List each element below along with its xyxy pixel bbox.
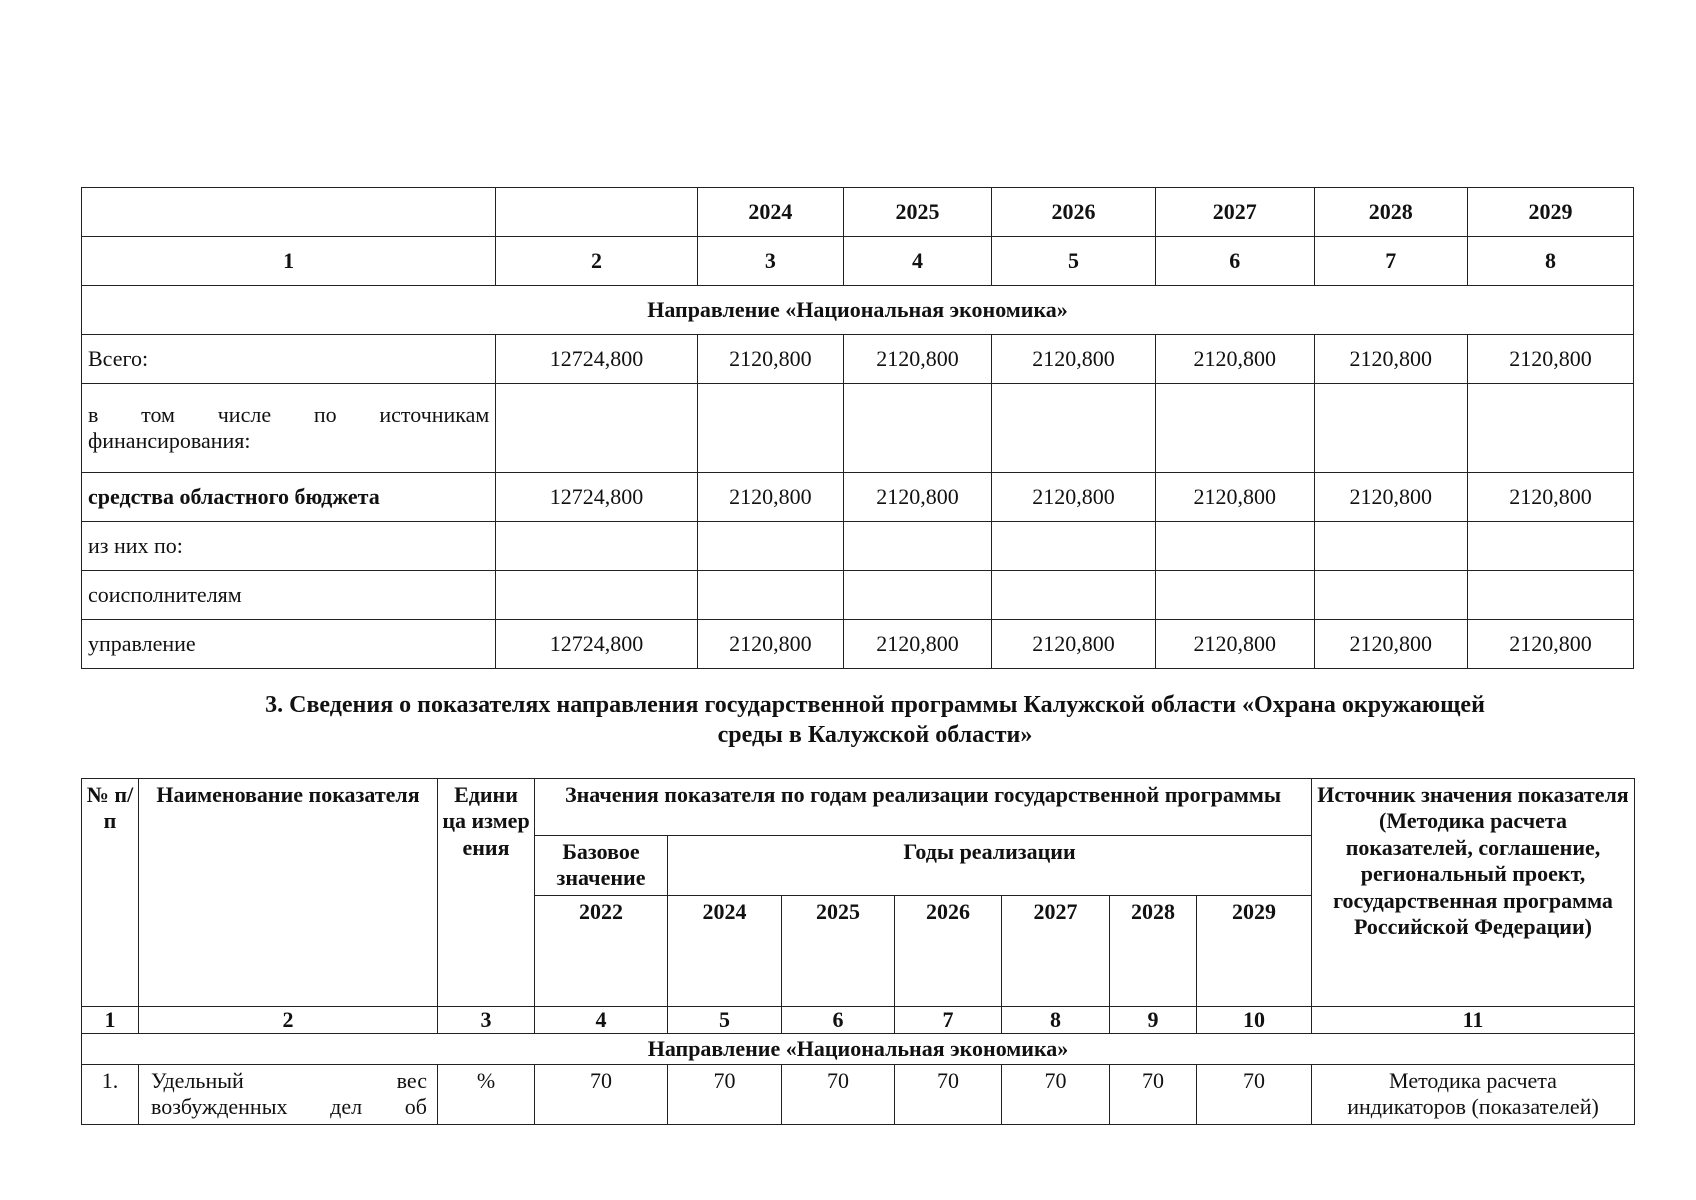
- column-number: 5: [992, 237, 1156, 286]
- value-cell: 2120,800: [843, 335, 991, 384]
- value-cell: [1468, 571, 1634, 620]
- value-cell: 2120,800: [697, 335, 843, 384]
- row-label: управление: [82, 620, 496, 669]
- year-header-cell: 2024: [697, 188, 843, 237]
- table-row: [82, 571, 1634, 620]
- header-values-group: Значения показателя по годам реализации государственной программы: [535, 779, 1312, 836]
- header-indicator-name: Наименование показателя: [139, 779, 438, 1007]
- table-row: [82, 473, 1634, 522]
- value-cell: [697, 571, 843, 620]
- direction-row: [82, 1033, 1635, 1064]
- value-cell: 2120,800: [1468, 620, 1634, 669]
- value-cell: [1314, 384, 1467, 473]
- row-label: средства областного бюджета: [82, 473, 496, 522]
- value-cell: 2120,800: [1155, 620, 1314, 669]
- direction-heading: Направление «Национальная экономика»: [82, 286, 1634, 335]
- value-cell: [1468, 522, 1634, 571]
- column-number: 8: [1002, 1006, 1110, 1033]
- value-cell: 70: [1002, 1064, 1110, 1124]
- row-label: из них по:: [82, 522, 496, 571]
- value-cell: 2120,800: [1468, 335, 1634, 384]
- indicator-name: [139, 1064, 438, 1124]
- column-numbers-row: [82, 237, 1634, 286]
- value-cell: 70: [782, 1064, 895, 1124]
- year-header-cell: 2027: [1155, 188, 1314, 237]
- value-cell: [992, 522, 1156, 571]
- section-title-line: среды в Калужской области»: [717, 722, 1033, 748]
- row-number: 1.: [82, 1064, 139, 1124]
- header-year: 2025: [782, 895, 895, 1006]
- header-base-value: Базовое значение: [535, 836, 668, 896]
- column-number: 1: [82, 237, 496, 286]
- column-number: 8: [1468, 237, 1634, 286]
- value-cell: 2120,800: [992, 473, 1156, 522]
- indicators-table: [81, 778, 1635, 1125]
- row-label: соисполнителям: [82, 571, 496, 620]
- value-cell: 70: [535, 1064, 668, 1124]
- unit-cell: %: [438, 1064, 535, 1124]
- value-cell: 70: [1197, 1064, 1312, 1124]
- value-cell: 70: [668, 1064, 782, 1124]
- column-number: 4: [843, 237, 991, 286]
- column-number: 3: [697, 237, 843, 286]
- source-line: Методика расчета: [1389, 1067, 1557, 1093]
- value-cell: 2120,800: [1314, 473, 1467, 522]
- value-cell: [843, 522, 991, 571]
- header-unit: Едини ца измер ения: [438, 779, 535, 1007]
- years-header-row: [82, 188, 1634, 237]
- value-cell: [1314, 522, 1467, 571]
- section-title: [150, 690, 1600, 750]
- header-year: 2028: [1110, 895, 1197, 1006]
- table-row: [82, 620, 1634, 669]
- column-number: 10: [1197, 1006, 1312, 1033]
- column-number: 3: [438, 1006, 535, 1033]
- empty-header-cell: [82, 188, 496, 237]
- direction-heading: Направление «Национальная экономика»: [82, 1033, 1635, 1064]
- value-cell: 2120,800: [1155, 335, 1314, 384]
- value-cell: [496, 384, 697, 473]
- value-cell: [992, 571, 1156, 620]
- value-cell: [697, 384, 843, 473]
- value-cell: 2120,800: [843, 473, 991, 522]
- value-cell: [1314, 571, 1467, 620]
- value-cell: [496, 571, 697, 620]
- value-cell: 2120,800: [1155, 473, 1314, 522]
- value-cell: 2120,800: [992, 335, 1156, 384]
- financing-table: [81, 187, 1634, 669]
- value-cell: 2120,800: [697, 620, 843, 669]
- column-number: 2: [139, 1006, 438, 1033]
- section-title-line: 3. Сведения о показателях направления государственной программы Калужской области «Охрана окружающей: [265, 692, 1485, 718]
- indicator-name-line: Удельный вес: [151, 1067, 427, 1093]
- value-cell: 2120,800: [992, 620, 1156, 669]
- column-number: 7: [895, 1006, 1002, 1033]
- value-cell: [1155, 571, 1314, 620]
- column-number: 2: [496, 237, 697, 286]
- table-row: [82, 1064, 1635, 1124]
- header-year: 2029: [1197, 895, 1312, 1006]
- column-number: 7: [1314, 237, 1467, 286]
- source-line: индикаторов (показателей): [1347, 1094, 1599, 1120]
- column-number: 5: [668, 1006, 782, 1033]
- year-header-cell: 2025: [843, 188, 991, 237]
- header-source: Источник значения показателя (Методика расчета показателей, соглашение, региональный проект, государственная программа Российской Федерации): [1312, 779, 1635, 1007]
- value-cell: 2120,800: [1314, 335, 1467, 384]
- year-header-cell: 2029: [1468, 188, 1634, 237]
- column-number: 11: [1312, 1006, 1635, 1033]
- header-number: № п/п: [82, 779, 139, 1007]
- value-cell: [843, 571, 991, 620]
- row-label: Всего:: [82, 335, 496, 384]
- value-cell: [843, 384, 991, 473]
- value-cell: 70: [1110, 1064, 1197, 1124]
- value-cell: 12724,800: [496, 473, 697, 522]
- source-cell: [1312, 1064, 1635, 1124]
- value-cell: [1155, 522, 1314, 571]
- header-year: 2026: [895, 895, 1002, 1006]
- header-base-year: 2022: [535, 895, 668, 1006]
- year-header-cell: 2026: [992, 188, 1156, 237]
- column-number: 6: [1155, 237, 1314, 286]
- value-cell: 2120,800: [1468, 473, 1634, 522]
- value-cell: [697, 522, 843, 571]
- column-number: 4: [535, 1006, 668, 1033]
- value-cell: [1468, 384, 1634, 473]
- direction-row: [82, 286, 1634, 335]
- header-year: 2024: [668, 895, 782, 1006]
- header-years-group: Годы реализации: [668, 836, 1312, 896]
- value-cell: 12724,800: [496, 620, 697, 669]
- row-label: в том числе по источникам финансирования:: [82, 384, 496, 473]
- indicator-name-line: возбужденных дел об: [151, 1094, 427, 1120]
- column-numbers-row: [82, 1006, 1635, 1033]
- value-cell: 70: [895, 1064, 1002, 1124]
- empty-header-cell: [496, 188, 697, 237]
- header-row: [82, 779, 1635, 836]
- header-year: 2027: [1002, 895, 1110, 1006]
- value-cell: [1155, 384, 1314, 473]
- year-header-cell: 2028: [1314, 188, 1467, 237]
- column-number: 1: [82, 1006, 139, 1033]
- value-cell: 2120,800: [1314, 620, 1467, 669]
- table-row: [82, 384, 1634, 473]
- value-cell: [992, 384, 1156, 473]
- column-number: 9: [1110, 1006, 1197, 1033]
- column-number: 6: [782, 1006, 895, 1033]
- table-row: [82, 522, 1634, 571]
- value-cell: 12724,800: [496, 335, 697, 384]
- table-row: [82, 335, 1634, 384]
- value-cell: 2120,800: [843, 620, 991, 669]
- value-cell: [496, 522, 697, 571]
- value-cell: 2120,800: [697, 473, 843, 522]
